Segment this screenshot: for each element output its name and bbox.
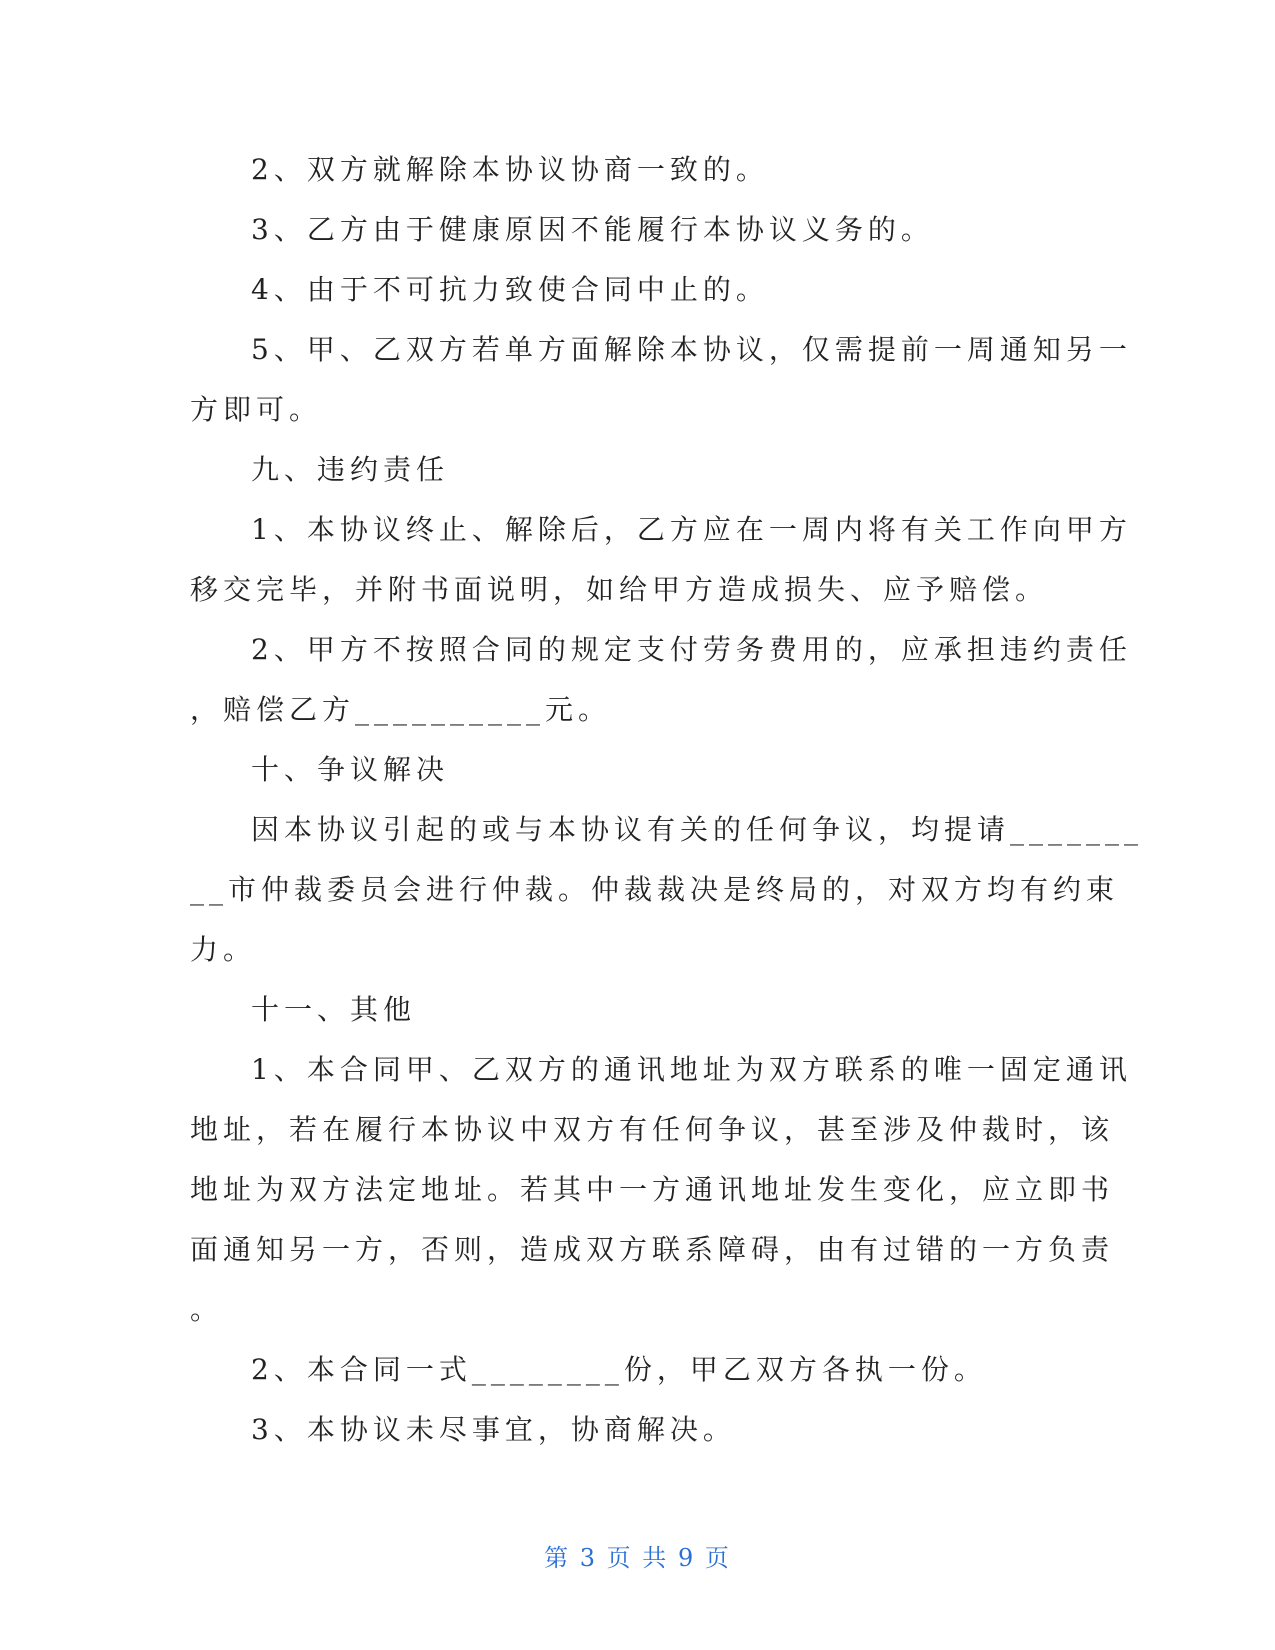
text-line: 力。 — [190, 933, 257, 966]
text-line: 因本协议引起的或与本协议有关的任何争议，均提请_______ — [251, 813, 1144, 846]
page-number-footer: 第 3 页 共 9 页 — [544, 1544, 731, 1572]
text-line: 2、本合同一式________份，甲乙双方各执一份。 — [251, 1353, 987, 1386]
text-line: 3、乙方由于健康原因不能履行本协议义务的。 — [251, 213, 934, 246]
text-line: 九、违约责任 — [251, 453, 450, 486]
text-line: 方即可。 — [190, 393, 323, 426]
text-line: 1、本合同甲、乙双方的通讯地址为双方联系的唯一固定通讯 — [251, 1053, 1132, 1086]
text-line: 十、争议解决 — [251, 753, 450, 786]
text-line: 地址，若在履行本协议中双方有任何争议，甚至涉及仲裁时，该 — [190, 1113, 1115, 1146]
text-line: 1、本协议终止、解除后，乙方应在一周内将有关工作向甲方 — [251, 513, 1132, 546]
text-line: 十一、其他 — [251, 993, 417, 1026]
text-line: 5、甲、乙双方若单方面解除本协议，仅需提前一周通知另一 — [251, 333, 1132, 366]
document-body — [190, 140, 1144, 1460]
text-line: 。 — [190, 1293, 224, 1326]
text-line: __市仲裁委员会进行仲裁。仲裁裁决是终局的，对双方均有约束 — [190, 873, 1120, 906]
text-line: ，赔偿乙方__________元。 — [190, 693, 612, 726]
text-line: 3、本协议未尽事宜，协商解决。 — [251, 1413, 736, 1446]
text-line: 移交完毕，并附书面说明，如给甲方造成损失、应予赔偿。 — [190, 573, 1049, 606]
text-line: 2、双方就解除本协议协商一致的。 — [251, 153, 769, 186]
text-line: 2、甲方不按照合同的规定支付劳务费用的，应承担违约责任 — [251, 633, 1132, 666]
text-line: 4、由于不可抗力致使合同中止的。 — [251, 273, 769, 306]
text-line: 面通知另一方，否则，造成双方联系障碍，由有过错的一方负责 — [190, 1233, 1115, 1266]
text-line: 地址为双方法定地址。若其中一方通讯地址发生变化，应立即书 — [190, 1173, 1115, 1206]
